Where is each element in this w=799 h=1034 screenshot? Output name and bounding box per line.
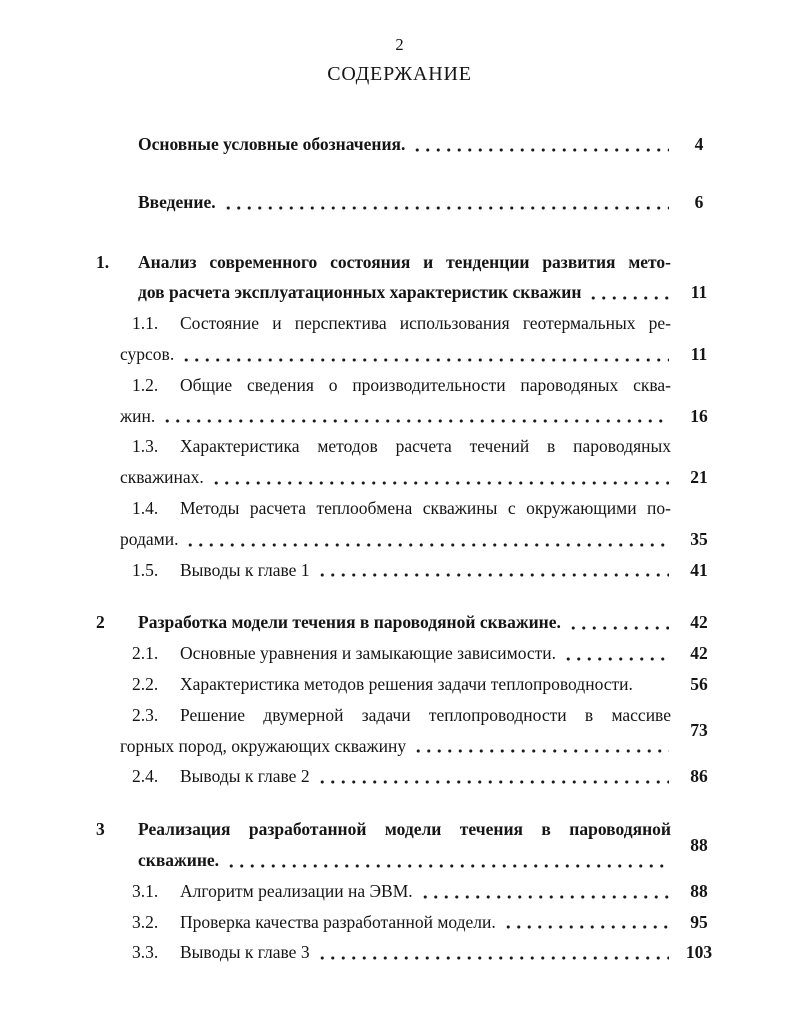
toc-entry-3-3: [96, 937, 727, 968]
page-number: 2: [395, 35, 404, 54]
toc-entry-3-2: [96, 907, 727, 938]
entry-page-number: 88: [690, 834, 708, 855]
entry-title: [138, 187, 671, 218]
entry-title-line: Анализ современного состояния и тенденции развития мето-: [138, 251, 671, 272]
toc-entry-2-1: [96, 638, 727, 669]
entry-title-line: 1.1. Состояние и перспектива использования геотермальных ре-: [120, 308, 671, 339]
entry-number: 1.5.: [132, 559, 159, 580]
entry-title-line: [138, 129, 671, 160]
entry-number: 2: [96, 612, 105, 633]
entry-page-number: 42: [690, 643, 708, 664]
toc-entry-2-4: [96, 761, 727, 792]
entry-title: [120, 370, 671, 432]
entry-title: [120, 308, 671, 370]
entry-title-text: Проверка качества разработанной модели.: [180, 911, 496, 932]
entry-title-text: родами.: [120, 528, 179, 549]
toc-entry-2-2: [96, 669, 727, 700]
entry-number: 3.3.: [132, 942, 159, 963]
entry-number: 1.: [96, 251, 110, 272]
toc-entry-1-4: [96, 493, 727, 555]
entry-title-line: [120, 731, 671, 762]
dot-leader: [183, 524, 669, 555]
entry-number: 1.4.: [132, 497, 159, 518]
entry-title-text: Основные уравнения и замыкающие зависимости.: [180, 643, 557, 664]
entry-title-line: [120, 761, 671, 792]
entry-title-line: [120, 937, 671, 968]
dot-leader: [179, 339, 669, 370]
entry-page-number: 6: [694, 191, 704, 212]
entry-title: [138, 814, 671, 876]
entry-title-text: Характеристика методов решения задачи теплопроводности.: [180, 673, 633, 694]
entry-number: 2.1.: [132, 643, 159, 664]
entry-title: [120, 431, 671, 493]
entry-number: 2.3.: [132, 704, 159, 725]
entry-number: 1.2.: [132, 374, 159, 395]
entry-number: 1.1.: [132, 313, 159, 334]
entry-title-text: дов расчета эксплуатационных характеристик скважин: [138, 282, 582, 303]
entry-title: [138, 607, 671, 638]
entry-page-number: 73: [690, 720, 708, 741]
entry-title-line: [138, 845, 671, 876]
entry-title-text: жин.: [120, 405, 156, 426]
entry-page-number: 56: [690, 673, 708, 694]
entry-title-text: скважине.: [138, 849, 220, 870]
entry-title-line: [120, 907, 671, 938]
toc-entry-symbols: [96, 129, 727, 160]
entry-page-number: 86: [690, 766, 708, 787]
toc-entry-ch-3: [96, 814, 727, 876]
entry-title-text: Выводы к главе 3: [180, 942, 310, 963]
entry-title-text: горных пород, окружающих скважину: [120, 735, 407, 756]
dot-leader: [561, 638, 669, 669]
toc-entry-introduction: [96, 187, 727, 218]
entry-title-line: [138, 277, 671, 308]
entry-page-number: 21: [690, 467, 708, 488]
toc-section-front-matter: [96, 129, 727, 218]
entry-title-line: [120, 462, 671, 493]
entry-number: 1.3.: [132, 436, 159, 457]
toc-entry-2-3: [96, 700, 727, 762]
dot-leader: [410, 129, 669, 160]
entry-title: [120, 937, 671, 968]
entry-title-line: 1.2. Общие сведения о производительности пароводяных сква-: [120, 370, 671, 401]
entry-title-line: [120, 876, 671, 907]
entry-page-number: 88: [690, 880, 708, 901]
toc-entry-ch-2: [96, 607, 727, 638]
entry-number: 2.4.: [132, 766, 159, 787]
entry-page-number: 42: [690, 612, 708, 633]
entry-title-line: [120, 339, 671, 370]
dot-leader: [221, 187, 669, 218]
entry-title-text: Разработка модели течения в пароводяной скважине.: [138, 612, 561, 633]
entry-page-number: 35: [690, 528, 708, 549]
entry-title-line: [138, 187, 671, 218]
dot-leader: [566, 607, 669, 638]
entry-title-text: скважинах.: [120, 467, 204, 488]
dot-leader: [586, 277, 669, 308]
entry-title-line: [120, 555, 671, 586]
toc-entry-3-1: [96, 876, 727, 907]
entry-title: [120, 876, 671, 907]
entry-page-number: 16: [690, 405, 708, 426]
dot-leader: [224, 845, 669, 876]
entry-page-number: 41: [690, 559, 708, 580]
entry-title-line: 1.4. Методы расчета теплообмена скважины с окружающими по-: [120, 493, 671, 524]
toc-heading: СОДЕРЖАНИЕ: [327, 63, 472, 85]
entry-title-text: Введение.: [138, 191, 216, 212]
dot-leader: [411, 731, 669, 762]
entry-title: [120, 700, 671, 762]
entry-title-line: 2.3. Решение двумерной задачи теплопроводности в массиве: [120, 700, 671, 731]
toc-entry-1-1: [96, 308, 727, 370]
entry-title-line: [120, 524, 671, 555]
entry-number: 2.2.: [132, 673, 159, 694]
toc-section-chapter-2: [96, 607, 727, 792]
entry-title: [120, 493, 671, 555]
entry-title: [120, 555, 671, 586]
entry-number: 3.2.: [132, 911, 159, 932]
toc-entry-1-3: [96, 431, 727, 493]
entry-page-number: 4: [694, 134, 704, 154]
entry-title-line: [120, 669, 671, 700]
entry-title-text: Основные условные обозначения.: [138, 134, 406, 154]
entry-page-number: 11: [690, 282, 708, 303]
dot-leader: [315, 555, 669, 586]
toc-entry-1-5: [96, 555, 727, 586]
entry-number: 3.1.: [132, 880, 159, 901]
entry-title-text: Алгоритм реализации на ЭВМ.: [180, 880, 413, 901]
dot-leader: [160, 401, 669, 432]
toc-list: [0, 129, 799, 968]
entry-title-line: [120, 401, 671, 432]
entry-title-line: [120, 638, 671, 669]
entry-title: [120, 669, 671, 700]
toc-entry-1-2: [96, 370, 727, 432]
dot-leader: [501, 907, 669, 938]
toc-entry-ch-1: [96, 247, 727, 309]
entry-title-text: сурсов.: [120, 343, 175, 364]
toc-section-chapter-1: [96, 247, 727, 586]
entry-title: [120, 907, 671, 938]
entry-title: [120, 638, 671, 669]
entry-title-text: Выводы к главе 1: [180, 559, 310, 580]
dot-leader: [209, 462, 669, 493]
entry-title: [138, 247, 671, 309]
entry-number: 3: [96, 819, 105, 840]
entry-title-line: [138, 607, 671, 638]
dot-leader: [315, 937, 669, 968]
entry-title-line: Реализация разработанной модели течения в пароводяной: [138, 819, 671, 840]
dot-leader: [315, 761, 669, 792]
dot-leader: [418, 876, 669, 907]
entry-title-line: 1.3. Характеристика методов расчета течений в пароводяных: [120, 431, 671, 462]
entry-page-number: 95: [690, 911, 708, 932]
entry-page-number: 11: [690, 343, 708, 364]
entry-title: [138, 129, 671, 160]
entry-title-text: Выводы к главе 2: [180, 766, 310, 787]
toc-section-chapter-3: [96, 814, 727, 968]
entry-page-number: 103: [685, 942, 713, 963]
entry-title: [120, 761, 671, 792]
